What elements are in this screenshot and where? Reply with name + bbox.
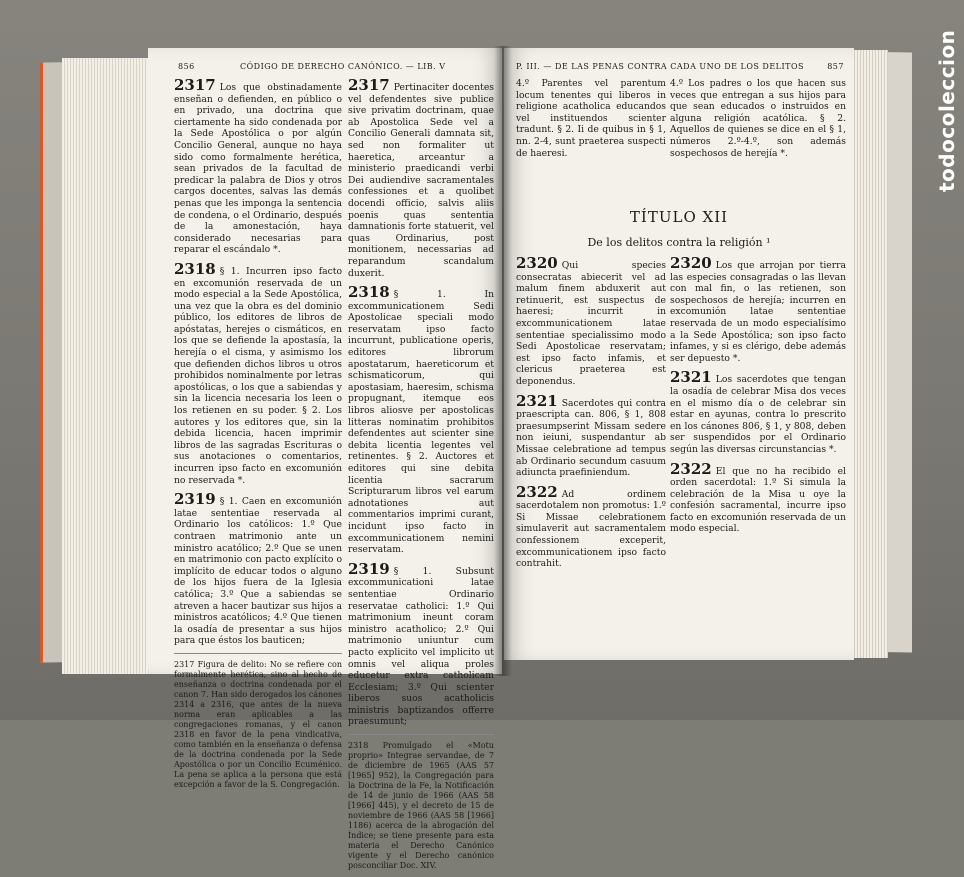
canon-block (670, 370, 846, 455)
canon-block (348, 559, 494, 728)
latin-column (516, 256, 666, 576)
canon-text: § 1. Incurren ipso facto en excomunión reservada de un modo especial a la Sede Apostólica, una vez que la obra es del dominio público, los editores de libros de apóstatas, herejes o cismáticos, en los que se defiende la apostasía, la herejía o el cisma, y asimismo los que defienden dichos libros u otros prohibidos nominalmente por letras apostólicas, o los que a sabiendas y sin la licencia necesaria los leen o los retienen en su poder. § 2. Los autores y los editores que, sin la debida licencia, hacen imprimir libros de las sagradas Escrituras o sus anotaciones o comentarios, incurren ipso facto en excomunión no reservada *. (174, 265, 342, 486)
page-number: 856 (178, 62, 195, 71)
spanish-column (174, 78, 342, 796)
canon-block (516, 391, 666, 479)
page-title: TÍTULO XII (629, 208, 729, 226)
canon-number: 2318 (348, 283, 390, 302)
canon-number: 2317 (174, 76, 216, 94)
canon-number: 2321 (516, 391, 558, 410)
divider (348, 734, 494, 735)
canon-number: 2319 (348, 559, 390, 578)
canon-block (348, 285, 494, 556)
left-page (148, 48, 502, 871)
spanish-column (670, 256, 846, 541)
watermark: todocoleccion (935, 29, 959, 192)
canon-text: El que no ha recibido el orden sacerdotal: 1.º Si simula la celebración de la Misa u oye la confesión sacramental, incurre ipso facto en excomunión reservada de un modo especial. (670, 465, 846, 535)
canon-block (174, 492, 342, 647)
divider (174, 653, 342, 654)
page-subtitle: De los delitos contra la religión ¹ (587, 236, 771, 249)
canon-text: Pertinaciter docentes vel defendentes sive publice sive privatim doctrinam, quae ab Apostolica Sede vel a Concilio Generali damnata sit, sed non formaliter ut haeretica, arceantur a ministerio praedicandi verbi Dei audiendive sacramentales confessiones et a quolibet docendi officio, salvis aliis poenis quas sententia damnationis forte statuerit, vel quas Ordinarius, post monitionem, necessarias ad reparandum scandalum duxerit. (348, 82, 494, 279)
running-head: CÓDIGO DE DERECHO CANÓNICO. — LIB. V (240, 62, 446, 71)
canon-block (670, 256, 846, 364)
latin-intro: 4.º Parentes vel parentum locum tenentes qui liberos in religione acatholica educandos vel instituendos scienter tradunt. § 2. Ii de quibus in § 1, nn. 2-4, sunt praeterea suspecti de haeresi. (516, 78, 666, 159)
canon-text: § 1. Caen en excomunión latae sententiae reservada al Ordinario los católicos: 1.º Que contraen matrimonio ante un ministro acatólico; 2.º Que se unen en matrimonio con pacto explícito o implícito de educar todos o alguno de los hijos fuera de la Iglesia católica; 3.º Que a sabiendas se atreven a hacer bautizar sus hijos a ministros acatólicos; 4.º Que tienen la osadía de presentar a sus hijos para que éstos los bauticen; (174, 496, 342, 647)
page-edges-right (852, 50, 888, 658)
canon-text: § 1. Subsunt excommunicationi latae sententiae Ordinario reservatae catholici: 1.º Qui matrimonium ineunt coram ministro acatholico; 2.º Qui matrimonio uniuntur cum pacto explicito vel implicito ut omnis vel aliqua proles educetur extra catholicam Ecclesiam; 3.º Qui scienter liberos suos acatholicis ministris baptizandos offerre praesumunt; (348, 565, 494, 728)
right-page (504, 48, 854, 660)
latin-column (348, 78, 494, 877)
canon-number: 2317 (348, 76, 390, 94)
canon-text: Los que arrojan por tierra las especies consagradas o las llevan con mal fin, o las retienen, son sospechosos de herejía; incurren en excomunión latae sententiae reservada de un modo especialísimo a la Sede Apostólica; son ipso facto infames, y si es clérigo, debe además ser depuesto *. (670, 260, 846, 364)
running-head: P. III. — DE LAS PENAS CONTRA CADA UNO DE LOS DELITOS (516, 62, 805, 71)
canon-block (174, 78, 342, 256)
canon-number: 2318 (174, 259, 216, 278)
canon-number: 2321 (670, 368, 712, 387)
page-edges-left (62, 58, 158, 674)
title-block (504, 208, 854, 249)
book-gutter (494, 46, 512, 676)
canon-text: Los sacerdotes que tengan la osadía de celebrar Misa dos veces en el mismo día o de celebrar sin estar en ayunas, contra lo prescrito en los cánones 806, § 1, y 808, deben ser suspendidos por el Ordinario según las diversas circunstancias *. (670, 374, 846, 455)
spanish-intro: 4.º Los padres o los que hacen sus veces que entregan a sus hijos para que sean educados o instruidos en alguna religión acatólica. § 2. Aquellos de quienes se dice en el § 1, números 2.º-4.º, son además sospechosos de herejía *. (670, 78, 846, 159)
footnote: 2318 Promulgado el «Motu proprio» Integrae servandae, de 7 de diciembre de 1965 (AAS 57 [1965] 952), la Congregación para la Doctrina de la Fe, la Notificación de 14 de junio de 1966 (AAS 58 [1966] 445), y el decreto de 15 de noviembre de 1966 (AAS 58 [1966] 1186) acerca de la abrogación del Índice; se tiene presente para esta materia el Derecho Canónico vigente y el Derecho canónico posconciliar Doc. XIV. (348, 741, 494, 871)
canon-block (516, 482, 666, 570)
canon-block (348, 78, 494, 279)
footnote: 2317 Figura de delito: No se refiere con formalmente herética, sino al hecho de enseñanza o doctrina condenada por el canon 7. Han sido derogados los cánones 2314 a 2316, que antes de la nueva norma eran aplicables a las congregaciones romanas, y el canon 2318 en favor de la pena vindicativa, como también en la enseñanza o defensa de la doctrina condenada por la Sede Apostólica o por un Concilio Ecuménico. La pena se aplica a la persona que está excepción a favor de la S. Congregación. (174, 659, 342, 789)
canon-block (516, 256, 666, 388)
canon-text: Los que obstinadamente enseñan o defienden, en público o en privado, una doctrina que ciertamente ha sido condenada por la Sede Apostólica o por algún Concilio General, aunque no haya sido como formalmente herética, sean privados de la facultad de predicar la palabra de Dios y otros cargos docentes, salvas las demás penas que les imponga la sentencia de condena, o el Ordinario, después de la amonestación, haya considerado necesarias para reparar el escándalo *. (174, 82, 342, 256)
canon-text: Ad ordinem sacerdotalem non promotus: 1.º Si Missae celebrationem simulaverit aut sacramentalem confessionem exceperit, excommunicationem ipso facto contrahit. (516, 488, 666, 570)
canon-text: § 1. In excommunicationem Sedi Apostolicae speciali modo reservatam ipso facto incurrunt, publicatione operis, editores librorum apostatarum, haereticorum et schismaticorum, qui apostasiam, haeresim, schisma propugnant, itemque eos libros aliosve per apostolicas litteras nominatim prohibitos defendentes aut scienter sine debita licentia legentes vel retinentes. § 2. Auctores et editores qui sine debita licentia sacrarum Scripturarum libros vel earum adnotationes aut commentarios imprimi curant, incidunt ipso facto in excommunicationem nemini reservatam. (348, 289, 494, 556)
canon-number: 2320 (670, 254, 712, 272)
canon-block (174, 259, 342, 486)
canon-number: 2322 (516, 482, 558, 501)
page-number: 857 (827, 62, 844, 71)
canon-block (670, 459, 846, 536)
canon-text: Sacerdotes qui contra praescripta can. 806, § 1, 808 praesumpserint Missam sedere non ieiuni, suspendantur ab Missae celebratione ad tempus ab Ordinario secundum casuum adiuncta praefiniendum. (516, 397, 666, 479)
canon-text: Qui species consecratas abiecerit vel ad malum finem abduxerit aut retinuerit, est suspectus de haeresi; incurrit in excommunicationem latae sententiae specialissimo modo Sedi Apostolicae reservatam; est ipso facto infamis, et clericus praeterea est deponendus. (516, 260, 666, 387)
canon-number: 2320 (516, 254, 558, 272)
canon-number: 2322 (670, 459, 712, 478)
canon-number: 2319 (174, 490, 216, 509)
